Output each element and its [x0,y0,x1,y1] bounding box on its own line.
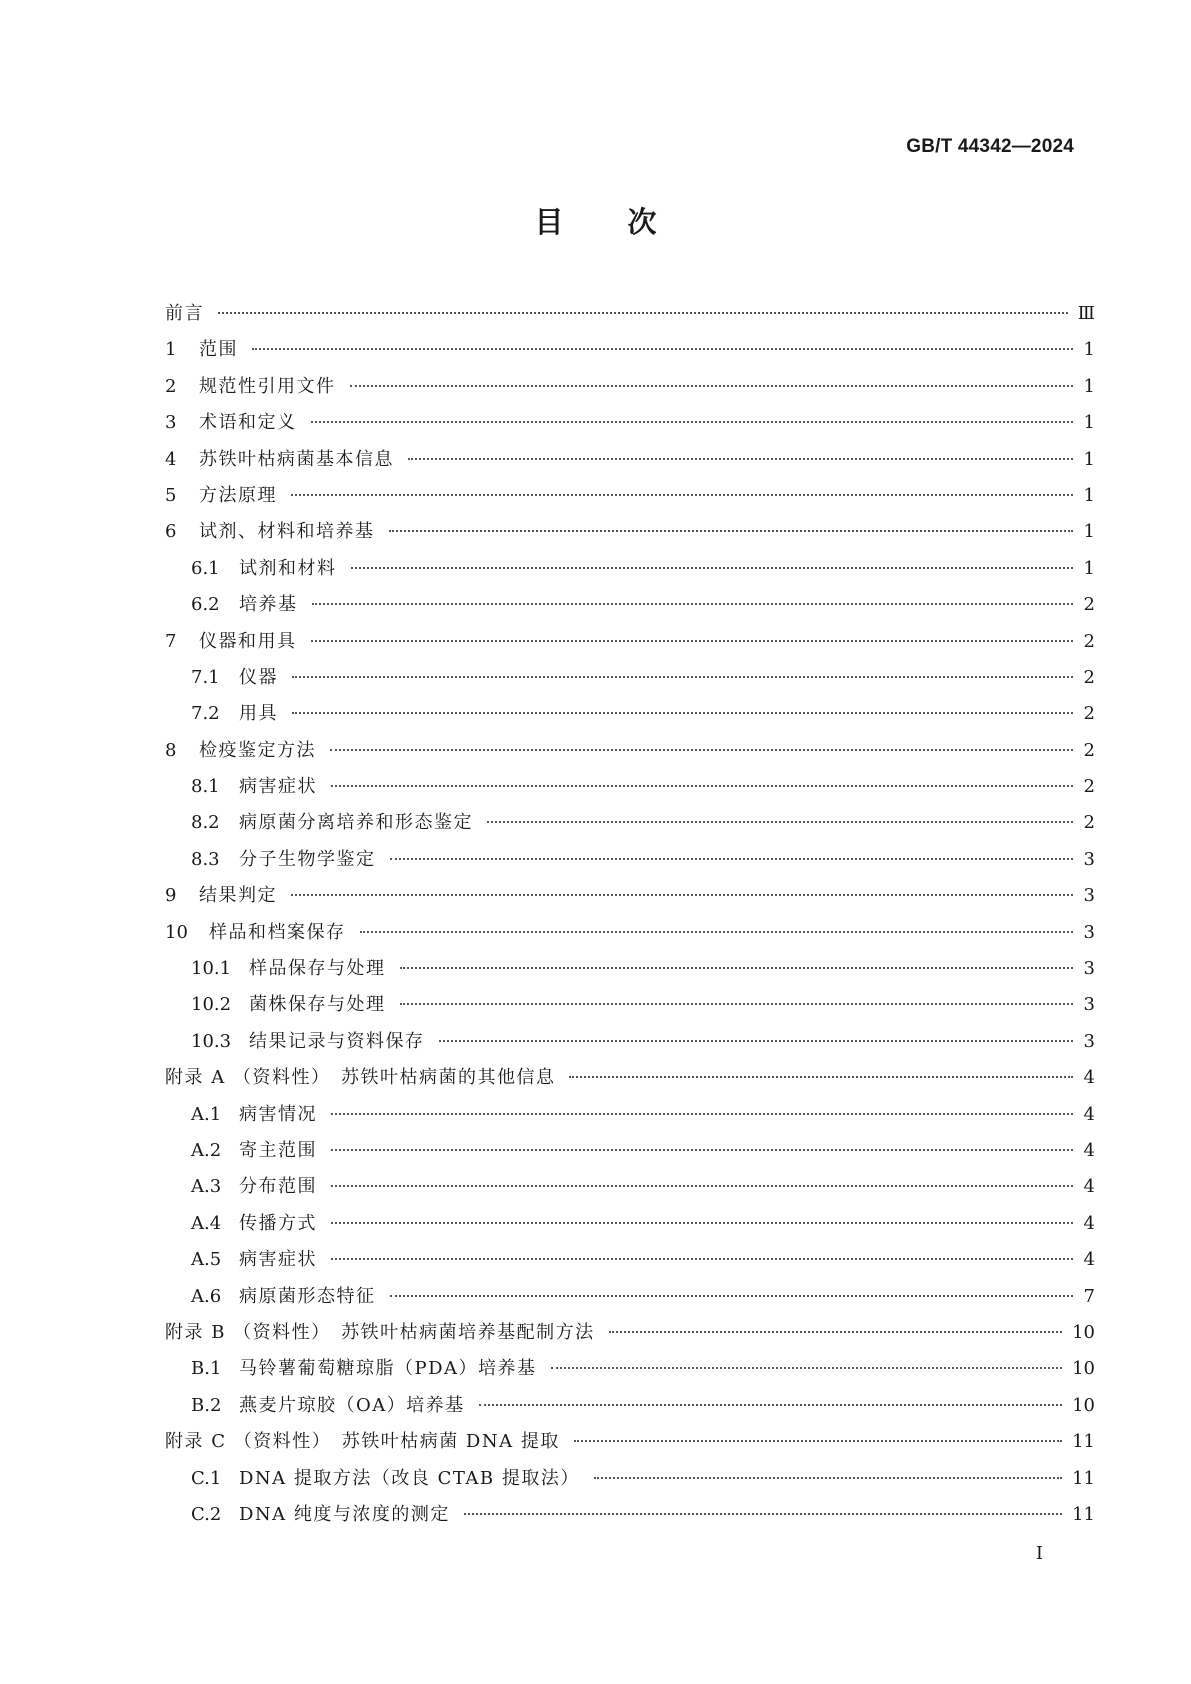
toc-entry-page: 1 [1083,484,1095,506]
toc-entry-number: 2 [165,375,177,397]
toc-entry[interactable] [165,445,1095,481]
toc-entry[interactable] [165,1063,1095,1099]
toc-entry-label: 检疫鉴定方法 [199,739,316,761]
toc-entry-number: 5 [165,484,177,506]
toc-entry-number: 8.3 [191,848,220,870]
toc-entry-number: 6 [165,521,177,543]
toc-entry[interactable] [165,990,1095,1026]
toc-entry-page: 4 [1083,1212,1095,1234]
toc-entry-number: 1 [165,339,177,361]
toc-entry-label: 结果判定 [199,885,277,907]
toc-entry-number: B.1 [191,1358,222,1380]
toc-dot-leader [330,749,1073,751]
toc-entry-label: 马铃薯葡萄糖琼脂（PDA）培养基 [239,1358,537,1380]
toc-entry-label: 附录 C （资料性） 苏铁叶枯病菌 DNA 提取 [165,1431,560,1453]
toc-entry[interactable] [165,408,1095,444]
toc-entry-label: 规范性引用文件 [199,375,336,397]
toc-entry-page: 1 [1083,557,1095,579]
toc-dot-leader [218,312,1068,314]
toc-entry-label: 附录 B （资料性） 苏铁叶枯病菌培养基配制方法 [165,1321,595,1343]
toc-entry-page: 2 [1083,630,1095,652]
toc-entry-page: 3 [1083,848,1095,870]
toc-dot-leader [351,567,1074,569]
toc-entry[interactable] [165,590,1095,626]
toc-entry-label: 分布范围 [239,1176,317,1198]
toc-entry-page: 10 [1072,1394,1095,1416]
toc-entry-label: 寄主范围 [239,1139,317,1161]
toc-entry[interactable] [165,372,1095,408]
toc-dot-leader [464,1513,1062,1515]
toc-dot-leader [311,640,1074,642]
toc-entry-label: 范围 [199,339,238,361]
table-of-contents [165,299,1095,1536]
toc-entry-label: 前言 [165,303,204,324]
toc-entry-number: A.3 [191,1176,222,1198]
toc-entry-number: 6.1 [191,557,220,579]
toc-entry[interactable] [165,1318,1095,1354]
toc-dot-leader [292,676,1073,678]
toc-entry[interactable] [165,1100,1095,1136]
toc-dot-leader [390,858,1074,860]
toc-entry-page: 10 [1072,1321,1095,1343]
toc-entry-page: 1 [1083,412,1095,434]
toc-dot-leader [609,1331,1062,1333]
toc-entry[interactable] [165,627,1095,663]
toc-entry-number: A.6 [191,1285,222,1307]
toc-entry-page: 2 [1083,776,1095,798]
toc-entry[interactable] [165,1209,1095,1245]
toc-entry[interactable] [165,1245,1095,1281]
toc-entry-label: 病害症状 [239,776,317,798]
toc-entry-label: 仪器和用具 [199,630,297,652]
toc-entry-label: 燕麦片琼胶（OA）培养基 [239,1394,465,1416]
toc-entry[interactable] [165,808,1095,844]
toc-entry[interactable] [165,1464,1095,1500]
toc-entry[interactable] [165,1354,1095,1390]
toc-dot-leader [400,1003,1074,1005]
toc-dot-leader [569,1076,1073,1078]
toc-entry-number: A.4 [191,1212,222,1234]
toc-entry-page: 3 [1083,921,1095,943]
toc-entry-page: 7 [1083,1285,1095,1307]
toc-entry-page: 4 [1083,1249,1095,1271]
toc-entry-label: 仪器 [239,666,278,688]
toc-entry-number: 10.3 [191,1030,232,1052]
standard-number: GB/T 44342—2024 [906,136,1074,157]
toc-entry[interactable] [165,663,1095,699]
toc-dot-leader [291,494,1073,496]
toc-entry-page: 1 [1083,339,1095,361]
toc-dot-leader [551,1367,1063,1369]
toc-dot-leader [574,1440,1062,1442]
toc-entry-page: 3 [1083,958,1095,980]
toc-entry-number: B.2 [191,1394,222,1416]
toc-entry[interactable] [165,1500,1095,1536]
page-title: 目次 [534,205,721,239]
toc-entry-page: 4 [1083,1139,1095,1161]
toc-entry[interactable] [165,772,1095,808]
toc-dot-leader [389,530,1074,532]
toc-entry-number: C.1 [191,1467,222,1489]
toc-entry[interactable] [165,554,1095,590]
toc-entry[interactable] [165,918,1095,954]
toc-entry[interactable] [165,1027,1095,1063]
toc-entry-number: A.1 [191,1103,222,1125]
toc-entry-number: 10 [165,921,188,943]
toc-entry-number: 8 [165,739,177,761]
toc-entry-page: 10 [1072,1358,1095,1380]
toc-entry[interactable] [165,1282,1095,1318]
toc-dot-leader [408,458,1073,460]
toc-entry-label: 病原菌分离培养和形态鉴定 [239,812,473,834]
toc-entry[interactable] [165,1391,1095,1427]
toc-dot-leader [292,712,1073,714]
toc-entry-label: 苏铁叶枯病菌基本信息 [199,448,394,470]
toc-entry-label: 病害症状 [239,1249,317,1271]
toc-entry-label: 试剂、材料和培养基 [199,521,375,543]
toc-dot-leader [331,1149,1073,1151]
toc-entry-label: DNA 纯度与浓度的测定 [239,1503,450,1525]
toc-entry[interactable] [165,1427,1095,1463]
toc-entry-number: 10.1 [191,958,232,980]
toc-entry-number: A.5 [191,1249,222,1271]
toc-entry-label: 病原菌形态特征 [239,1285,376,1307]
toc-dot-leader [312,603,1074,605]
toc-entry[interactable] [165,335,1095,371]
toc-dot-leader [311,421,1074,423]
toc-entry[interactable] [165,299,1095,335]
toc-entry-page: 3 [1083,994,1095,1016]
toc-entry-label: 样品和档案保存 [209,921,346,943]
toc-entry-page: 1 [1083,521,1095,543]
toc-dot-leader [390,1295,1074,1297]
toc-entry-page: 2 [1083,739,1095,761]
toc-entry-label: 培养基 [239,594,298,616]
toc-dot-leader [331,1222,1073,1224]
toc-entry-label: 病害情况 [239,1103,317,1125]
toc-entry-page: 1 [1083,375,1095,397]
toc-entry-page: 2 [1083,594,1095,616]
toc-entry-label: 分子生物学鉴定 [239,848,376,870]
toc-entry[interactable] [165,845,1095,881]
page-number: I [1035,1543,1043,1564]
toc-entry-number: 7.1 [191,666,220,688]
toc-entry-page: Ⅲ [1077,303,1095,324]
toc-entry-page: 11 [1072,1503,1095,1525]
toc-entry-label: 菌株保存与处理 [249,994,386,1016]
toc-entry-page: 3 [1083,885,1095,907]
toc-entry-number: 8.2 [191,812,220,834]
toc-entry[interactable] [165,517,1095,553]
toc-dot-leader [360,931,1074,933]
toc-entry-label: 样品保存与处理 [249,958,386,980]
toc-entry[interactable] [165,481,1095,517]
toc-entry-number: 8.1 [191,776,220,798]
toc-entry[interactable] [165,699,1095,735]
toc-entry-page: 3 [1083,1030,1095,1052]
toc-entry-page: 1 [1083,448,1095,470]
toc-entry-number: 9 [165,885,177,907]
toc-entry-page: 2 [1083,703,1095,725]
toc-entry-number: 3 [165,412,177,434]
toc-entry-label: 试剂和材料 [239,557,337,579]
toc-entry-label: 附录 A （资料性） 苏铁叶枯病菌的其他信息 [165,1067,556,1089]
toc-entry-number: 7 [165,630,177,652]
toc-entry[interactable] [165,881,1095,917]
toc-dot-leader [331,785,1073,787]
toc-dot-leader [252,348,1073,350]
toc-entry-number: 4 [165,448,177,470]
toc-entry-page: 4 [1083,1103,1095,1125]
toc-dot-leader [594,1477,1062,1479]
toc-entry-number: C.2 [191,1503,222,1525]
toc-entry[interactable] [165,954,1095,990]
toc-dot-leader [331,1185,1073,1187]
toc-entry-label: 术语和定义 [199,412,297,434]
toc-entry-page: 2 [1083,666,1095,688]
toc-dot-leader [331,1258,1073,1260]
toc-dot-leader [291,894,1073,896]
toc-entry-label: 方法原理 [199,484,277,506]
toc-entry-label: 结果记录与资料保存 [249,1030,425,1052]
toc-entry-number: 7.2 [191,703,220,725]
toc-entry-page: 11 [1072,1431,1095,1453]
toc-dot-leader [479,1404,1062,1406]
toc-entry-page: 2 [1083,812,1095,834]
toc-entry-page: 4 [1083,1067,1095,1089]
toc-entry-number: 10.2 [191,994,232,1016]
toc-dot-leader [400,967,1074,969]
toc-entry-label: DNA 提取方法（改良 CTAB 提取法） [239,1467,580,1489]
toc-dot-leader [439,1040,1074,1042]
toc-entry[interactable] [165,1136,1095,1172]
toc-dot-leader [350,385,1074,387]
toc-entry[interactable] [165,736,1095,772]
toc-entry[interactable] [165,1172,1095,1208]
toc-entry-page: 4 [1083,1176,1095,1198]
toc-entry-number: A.2 [191,1139,222,1161]
toc-entry-page: 11 [1072,1467,1095,1489]
toc-entry-label: 用具 [239,703,278,725]
toc-entry-label: 传播方式 [239,1212,317,1234]
toc-dot-leader [487,821,1073,823]
toc-dot-leader [331,1113,1073,1115]
toc-entry-number: 6.2 [191,594,220,616]
